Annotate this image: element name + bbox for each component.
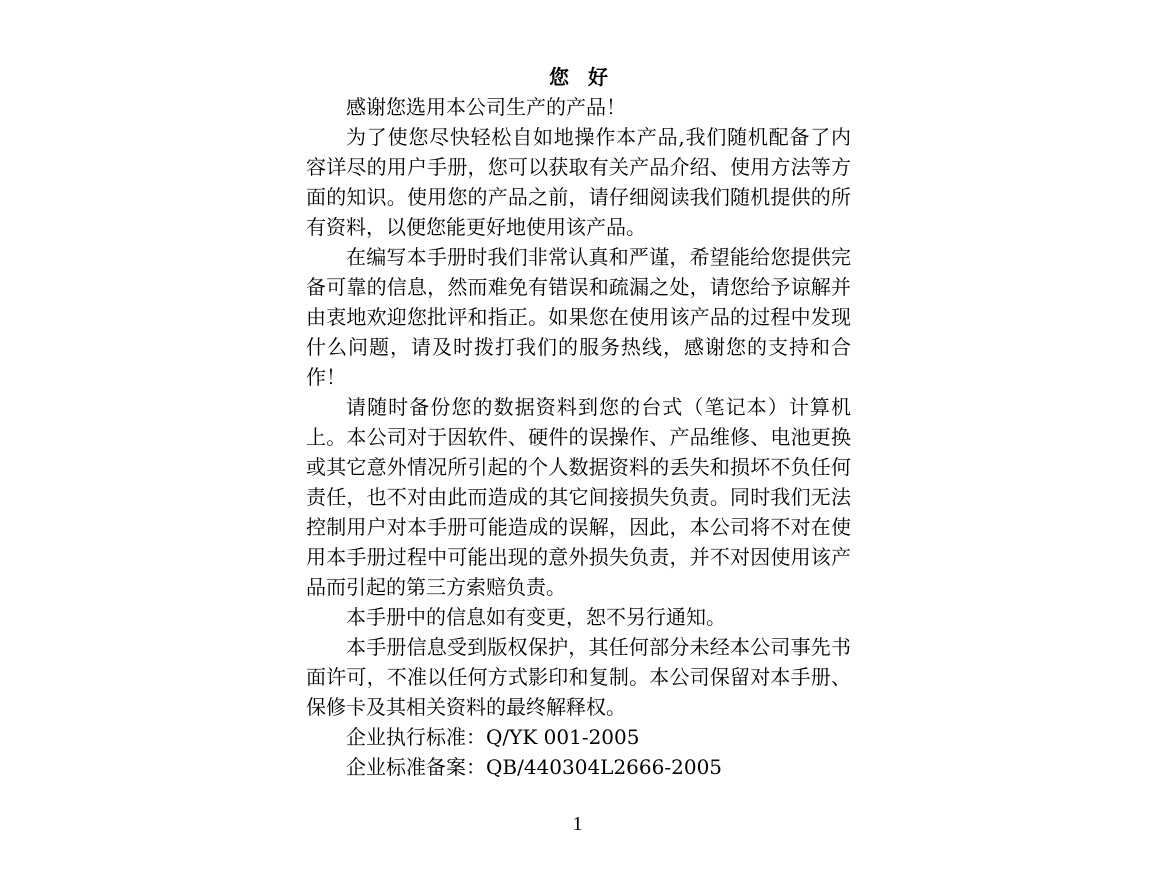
- paragraph-enterprise-standard: 企业执行标准：Q/YK 001-2005: [346, 725, 640, 749]
- paragraph-change-notice: 本手册中的信息如有变更，恕不另行通知。: [346, 605, 726, 629]
- paragraph-standard-filing: 企业标准备案：QB/440304L2666-2005: [346, 755, 723, 779]
- paragraph-manual-intro: 为了使您尽快轻松自如地操作本产品,我们随机配备了内容详尽的用户手册，您可以获取有关产品介绍、使用方法等方面的知识。使用您的产品之前，请仔细阅读我们随机提供的所有资料，以便您能更好地使用该产品。: [306, 125, 851, 239]
- page-number: 1: [572, 813, 583, 835]
- page-title: 您 好: [549, 65, 614, 89]
- paragraph-errors-notice: 在编写本手册时我们非常认真和严谨，希望能给您提供完备可靠的信息，然而难免有错误和疏漏之处，请您给予谅解并由衷地欢迎您批评和指正。如果您在使用该产品的过程中发现什么问题，请及时拨打我们的服务热线，感谢您的支持和合作！: [306, 245, 851, 389]
- paragraph-backup-disclaimer: 请随时备份您的数据资料到您的台式（笔记本）计算机上。本公司对于因软件、硬件的误操作、产品维修、电池更换或其它意外情况所引起的个人数据资料的丢失和损坏不负任何责任，也不对由此而造成的其它间接损失负责。同时我们无法控制用户对本手册可能造成的误解，因此，本公司将不对在使用本手册过程中可能出现的意外损失负责，并不对因使用该产品而引起的第三方索赔负责。: [306, 395, 851, 599]
- paragraph-greeting: 感谢您选用本公司生产的产品！: [346, 95, 626, 119]
- paragraph-copyright: 本手册信息受到版权保护，其任何部分未经本公司事先书面许可，不准以任何方式影印和复制。本公司保留对本手册、保修卡及其相关资料的最终解释权。: [306, 635, 851, 719]
- document-page: [306, 62, 851, 782]
